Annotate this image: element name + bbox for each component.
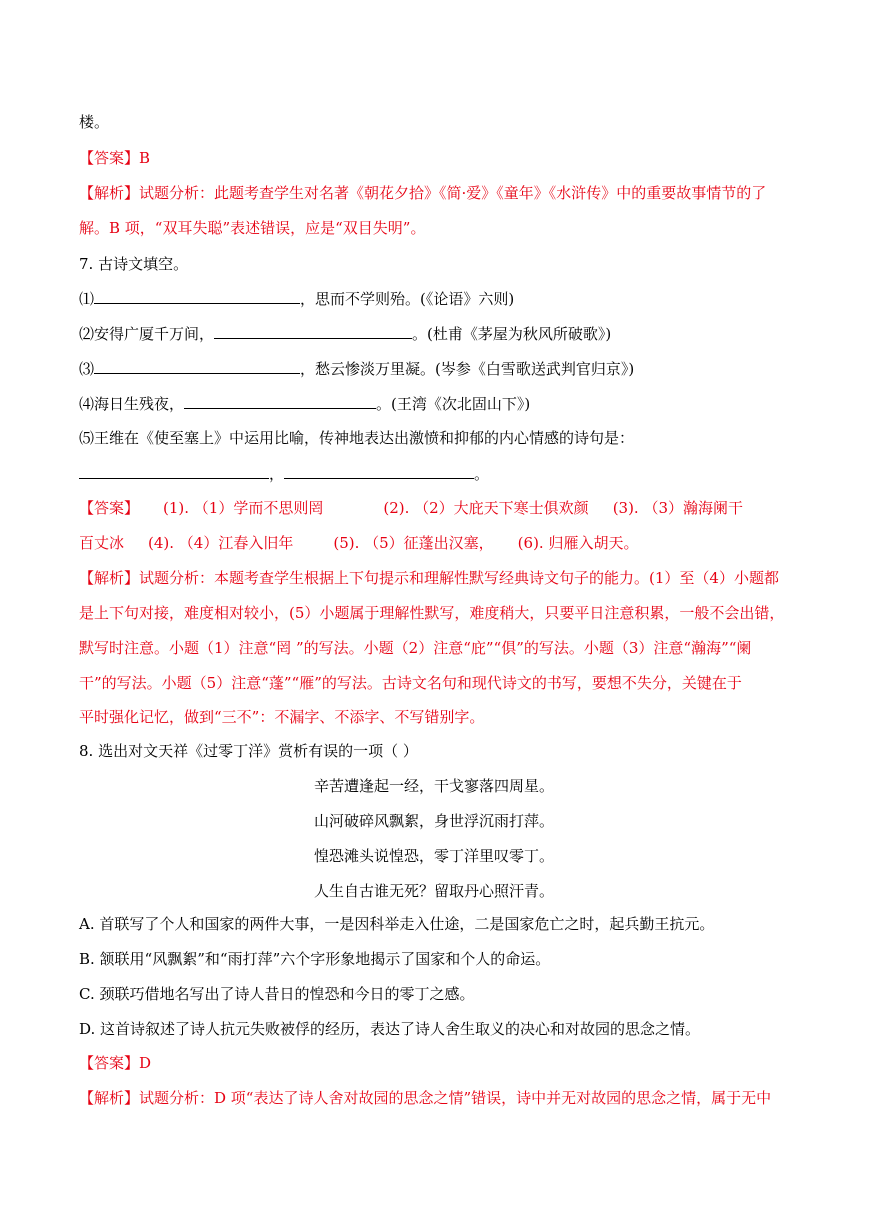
answer-label: 【答案】 (79, 499, 140, 517)
q7-item-3 (79, 358, 634, 379)
q7-item-5-prompt: ⑸王维在《使至塞上》中运用比喻，传神地表达出激愤和抑郁的内心情感的诗句是： (79, 429, 635, 447)
poem-line-2: 山河破碎风飘絮，身世浮沉雨打萍。 (314, 812, 555, 830)
answer-part-1: (1). （1）学而不思则罔 (163, 499, 324, 517)
q6-analysis-line-1: 【解析】试题分析：此题考查学生对名著《朝花夕拾》《简·爱》《童年》《水浒传》中的重要故事情节的了 (79, 184, 767, 202)
item-text-after: 。(杜甫《茅屋为秋风所破歌》) (412, 325, 612, 343)
fill-blank[interactable] (184, 393, 376, 409)
item-number: ⑴ (79, 290, 95, 308)
option-a: A. 首联写了个人和国家的两件大事，一是因科举走入仕途，二是国家危亡之时，起兵勤王抗元。 (79, 915, 715, 933)
item-number: ⑷ (79, 395, 95, 413)
fill-blank[interactable] (214, 323, 412, 339)
item-text-before: 安得广厦千万间， (94, 325, 215, 343)
q7-item-2 (79, 323, 611, 344)
q8-title: 8. 选出对文天祥《过零丁洋》赏析有误的一项（ ） (79, 742, 418, 760)
answer-part-7: (6). 归雁入胡天。 (517, 534, 639, 552)
comma: ， (269, 465, 285, 483)
option-b: B. 颔联用“风飘絮”和“雨打萍”六个字形象地揭示了国家和个人的命运。 (79, 950, 551, 968)
answer-part-6: (5). （5）征蓬出汉塞， (333, 534, 494, 552)
item-text-after: 。(王湾《次北固山下》) (376, 395, 531, 413)
option-c: C. 颈联巧借地名写出了诗人昔日的惶恐和今日的零丁之感。 (79, 985, 475, 1003)
item-number: ⑵ (79, 325, 95, 343)
item-text-after: ，思而不学则殆。(《论语》六则) (300, 290, 515, 308)
poem-line-1: 辛苦遭逢起一经，干戈寥落四周星。 (314, 777, 555, 795)
q6-answer: 【答案】B (79, 149, 151, 167)
answer-part-5: (4). （4）江春入旧年 (148, 534, 294, 552)
q8-analysis-line-1: 【解析】试题分析：D 项“表达了诗人舍对故园的思念之情”错误，诗中并无对故园的思念之情，属于无中 (79, 1089, 772, 1107)
item-text-after: ，愁云惨淡万里凝。(岑参《白雪歌送武判官归京》) (300, 360, 635, 378)
fill-blank[interactable] (94, 288, 300, 304)
q7-answer-line-2 (79, 533, 638, 553)
q7-analysis-line-5: 平时强化记忆，做到“三不”：不漏字、不添字、不写错别字。 (79, 708, 485, 726)
q7-answer-line-1 (79, 498, 743, 518)
poem-line-3: 惶恐滩头说惶恐，零丁洋里叹零丁。 (314, 847, 555, 865)
period: 。 (474, 465, 490, 483)
q7-title: 7. 古诗文填空。 (79, 255, 189, 273)
q6-text-tail: 楼。 (79, 113, 110, 131)
fill-blank[interactable] (94, 358, 300, 374)
answer-part-2: (2). （2）大庇天下寒士俱欢颜 (383, 499, 589, 517)
q7-analysis-line-1: 【解析】试题分析：本题考查学生根据上下句提示和理解性默写经典诗文句子的能力。(1）至（4）小题都 (79, 569, 779, 587)
option-d: D. 这首诗叙述了诗人抗元失败被俘的经历，表达了诗人舍生取义的决心和对故园的思念之情。 (79, 1020, 701, 1038)
q7-item-5-blanks (79, 463, 489, 484)
q8-answer: 【答案】D (79, 1054, 152, 1072)
answer-part-4: 百丈冰 (79, 534, 125, 552)
q7-analysis-line-2: 是上下句对接，难度相对较小，(5）小题属于理解性默写，难度稍大，只要平日注意积累，一般不会出错， (79, 604, 785, 622)
poem-line-4: 人生自古谁无死？留取丹心照汗青。 (314, 882, 555, 900)
answer-part-3: (3). （3）瀚海阑干 (612, 499, 744, 517)
q7-analysis-line-4: 干”的写法。小题（5）注意“蓬”“雁”的写法。古诗文名句和现代诗文的书写，要想不失分，关键在于 (79, 674, 742, 692)
fill-blank[interactable] (79, 463, 269, 479)
fill-blank[interactable] (284, 463, 474, 479)
q6-analysis-line-2: 解。B 项，“双耳失聪”表述错误，应是“双目失明”。 (79, 219, 426, 237)
q7-item-4 (79, 393, 530, 414)
item-text-before: 海日生残夜， (94, 395, 185, 413)
item-number: ⑶ (79, 360, 95, 378)
q7-item-1 (79, 288, 514, 309)
q7-analysis-line-3: 默写时注意。小题（1）注意“罔 ”的写法。小题（2）注意“庇”“俱”的写法。小题（3）注意“瀚海”“阑 (79, 639, 752, 657)
